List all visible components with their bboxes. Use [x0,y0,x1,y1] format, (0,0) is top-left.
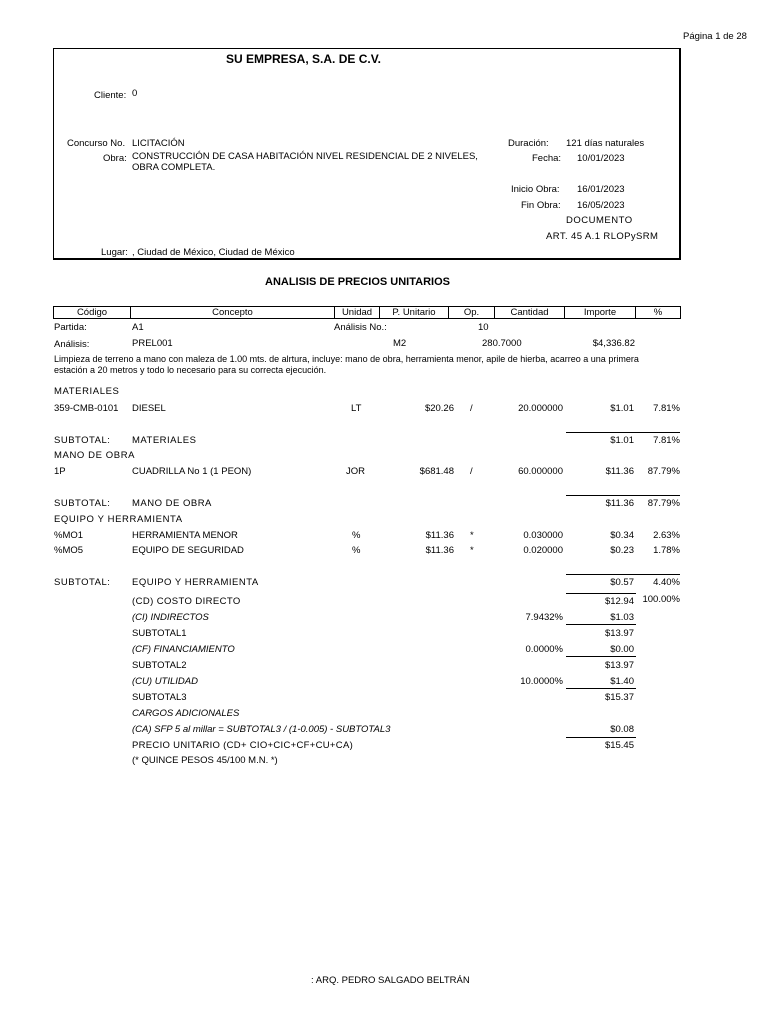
eq-row-1-pu: $11.36 [425,530,454,541]
subtotal-mano-obra-name: MANO DE OBRA [132,498,212,509]
eq-row-1-unidad: % [352,530,361,541]
eq-row-2-op: * [470,545,474,556]
subtotal-equipo-importe: $0.57 [610,577,634,588]
col-header-unidad: Unidad [334,306,380,319]
utilidad-importe: $1.40 [610,676,634,687]
obra-label: Obra: [103,153,127,164]
sfp-label: (CA) SFP 5 al millar = SUBTOTAL3 / (1-0.005) - SUBTOTAL3 [132,724,391,735]
costo-directo-label: (CD) COSTO DIRECTO [132,596,241,607]
cargos-adicionales-label: CARGOS ADICIONALES [132,708,240,719]
analisis-label: Análisis: [54,339,90,350]
mat-row-unidad: LT [351,403,362,414]
col-header-punitario: P. Unitario [379,306,449,319]
eq-row-2-importe: $0.23 [610,545,634,556]
eq-row-2-pu: $11.36 [425,545,454,556]
mo-row-concepto: CUADRILLA No 1 (1 PEON) [132,466,252,477]
precio-unitario-label: PRECIO UNITARIO (CD+ CIO+CIC+CF+CU+CA) [132,740,354,751]
costo-directo-importe: $12.94 [604,596,634,607]
subtotal-mano-obra-importe: $11.36 [605,498,634,509]
section-title-materiales: MATERIALES [54,386,120,397]
inicio-obra-value: 16/01/2023 [577,184,625,195]
subtotal-rule [566,432,680,433]
analisis-unidad: M2 [393,338,407,349]
mat-row-pct: 7.81% [653,403,680,414]
eq-row-1-concepto: HERRAMIENTA MENOR [132,530,238,541]
subtotal-materiales-name: MATERIALES [132,435,197,446]
eq-row-1-pct: 2.63% [653,530,680,541]
mo-row-importe: $11.36 [605,466,634,477]
cliente-label: Cliente: [94,90,127,101]
mo-row-unidad: JOR [346,466,365,477]
summary-rule [566,593,636,594]
subtotal-equipo-pct: 4.40% [653,577,680,588]
subtotal-rule [566,495,680,496]
section-title-mano-obra: MANO DE OBRA [54,450,136,461]
analisis-no-label: Análisis No.: [334,322,387,333]
partida-label: Partida: [54,322,87,333]
inicio-obra-label: Inicio Obra: [511,184,560,195]
financiamiento-pct: 0.0000% [525,644,563,655]
subtotal-mano-obra-pct: 87.79% [647,498,680,509]
eq-row-2-concepto: EQUIPO DE SEGURIDAD [132,545,244,556]
subtotal-rule [566,574,680,575]
sfp-importe: $0.08 [610,724,634,735]
analisis-code: PREL001 [132,338,173,349]
subtotal2-label: SUBTOTAL2 [132,660,187,671]
subtotal-label: SUBTOTAL: [54,435,111,446]
subtotal-label: SUBTOTAL: [54,577,111,588]
mo-row-pu: $681.48 [419,466,454,477]
obra-line-2: OBRA COMPLETA. [132,162,216,173]
financiamiento-label: (CF) FINANCIAMIENTO [132,644,235,655]
company-name: SU EMPRESA, S.A. DE C.V. [226,52,381,66]
mo-row-op: / [470,466,473,477]
mat-row-concepto: DIESEL [132,403,166,414]
mat-row-importe: $1.01 [610,403,634,414]
eq-row-1-codigo: %MO1 [54,530,84,541]
cliente-value: 0 [132,88,138,99]
indirectos-label: (CI) INDIRECTOS [132,612,209,623]
mo-row-codigo: 1P [54,466,66,477]
analisis-importe: $4,336.82 [592,338,635,349]
subtotal-materiales-pct: 7.81% [653,435,680,446]
report-title: ANALISIS DE PRECIOS UNITARIOS [265,276,450,288]
analisis-cantidad: 280.7000 [482,338,522,349]
subtotal-label: SUBTOTAL: [54,498,111,509]
eq-row-2-cantidad: 0.020000 [523,545,563,556]
mat-row-codigo: 359-CMB-0101 [54,403,119,414]
indirectos-pct: 7.9432% [525,612,563,623]
eq-row-2-codigo: %MO5 [54,545,84,556]
analisis-description-line-1: Limpieza de terreno a mano con maleza de 1.00 mts. de alrtura, incluye: mano de obra, herramienta menor, apile de hierba, acarreo a una primera [54,354,639,364]
precio-unitario-importe: $15.45 [604,740,634,751]
col-header-op: Op. [448,306,495,319]
subtotal1-label: SUBTOTAL1 [132,628,187,639]
mo-row-cantidad: 60.000000 [518,466,563,477]
fecha-value: 10/01/2023 [577,153,625,164]
fin-obra-label: Fin Obra: [521,200,561,211]
duracion-label: Duración: [508,138,549,149]
precio-en-letra: (* QUINCE PESOS 45/100 M.N. *) [132,755,278,766]
eq-row-2-unidad: % [352,545,361,556]
mo-row-pct: 87.79% [647,466,680,477]
concurso-label: Concurso No. [67,138,126,149]
utilidad-pct: 10.0000% [520,676,563,687]
page-number: Página 1 de 28 [683,31,747,42]
subtotal1-importe: $13.97 [604,628,634,639]
col-header-cantidad: Cantidad [494,306,565,319]
lugar-value: , Ciudad de México, Ciudad de México [132,247,295,258]
fecha-label: Fecha: [532,153,562,164]
obra-line-1: CONSTRUCCIÓN DE CASA HABITACIÓN NIVEL RESIDENCIAL DE 2 NIVELES, [132,151,478,162]
eq-row-1-cantidad: 0.030000 [523,530,563,541]
financiamiento-importe: $0.00 [610,644,634,655]
col-header-pct: % [635,306,681,319]
mat-row-pu: $20.26 [424,403,454,414]
subtotal-materiales-importe: $1.01 [610,435,634,446]
subtotal3-importe: $15.37 [604,692,634,703]
concurso-value: LICITACIÓN [132,138,185,149]
subtotal2-importe: $13.97 [604,660,634,671]
articulo-label: ART. 45 A.1 RLOPySRM [546,231,659,242]
col-header-importe: Importe [564,306,636,319]
eq-row-1-importe: $0.34 [610,530,634,541]
col-header-codigo: Código [53,306,131,319]
eq-row-1-op: * [470,530,474,541]
analisis-description-line-2: estación a 20 metros y todo lo necesario para su correcta ejecución. [54,365,327,375]
duracion-value: 121 días naturales [566,138,645,149]
summary-rule [566,737,636,738]
summary-rule [566,656,636,657]
lugar-label: Lugar: [101,247,128,258]
partida-value: A1 [132,322,144,333]
summary-rule [566,624,636,625]
footer-signature: : ARQ. PEDRO SALGADO BELTRÁN [311,975,470,986]
costo-directo-pct: 100.00% [642,594,680,605]
analisis-no-value: 10 [478,322,489,333]
summary-rule [566,688,636,689]
mat-row-cantidad: 20.000000 [518,403,563,414]
col-header-concepto: Concepto [130,306,335,319]
section-title-equipo: EQUIPO Y HERRAMIENTA [54,514,183,525]
mat-row-op: / [470,403,473,414]
utilidad-label: (CU) UTILIDAD [132,676,198,687]
fin-obra-value: 16/05/2023 [577,200,625,211]
subtotal-equipo-name: EQUIPO Y HERRAMIENTA [132,577,259,588]
documento-label: DOCUMENTO [566,215,633,226]
indirectos-importe: $1.03 [610,612,634,623]
eq-row-2-pct: 1.78% [653,545,680,556]
subtotal3-label: SUBTOTAL3 [132,692,187,703]
